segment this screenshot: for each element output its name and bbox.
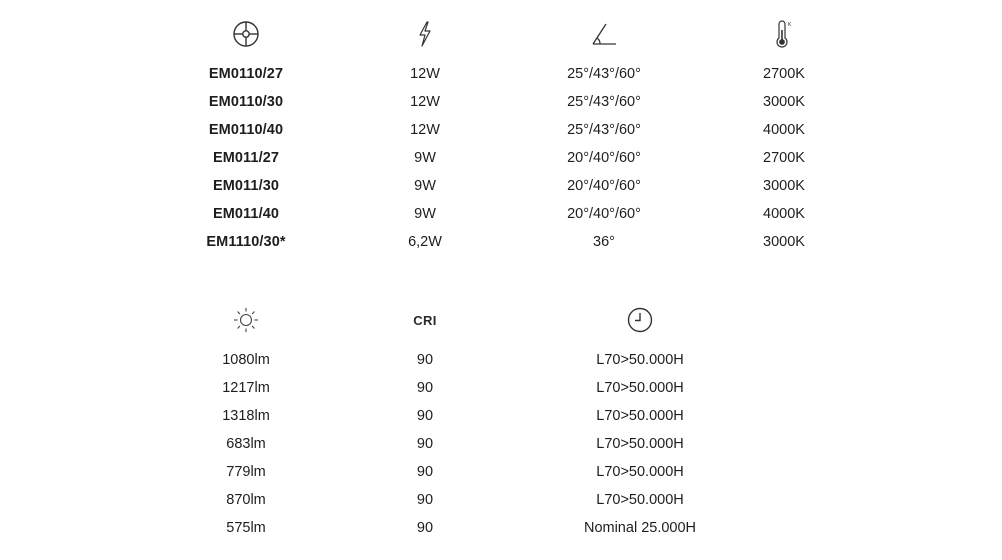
cri-value: 90: [416, 380, 434, 396]
model-code: EM011/27: [212, 150, 280, 166]
cri-value: 90: [416, 352, 434, 368]
table-row: [0, 430, 1002, 458]
spec-table-2: [0, 300, 1002, 542]
cri-value: 90: [416, 492, 434, 508]
lumen-value: 1217lm: [222, 380, 270, 396]
beam-angle-value: 25°/43°/60°: [567, 66, 641, 82]
model-code: EM0110/30: [208, 94, 284, 110]
table-row: [0, 514, 1002, 542]
lifetime-value: L70>50.000H: [596, 352, 684, 368]
lifetime-value: L70>50.000H: [596, 380, 684, 396]
color-temperature-value: 3000K: [763, 234, 805, 250]
model-code: EM011/40: [212, 206, 280, 222]
color-temperature-value: 3000K: [763, 94, 805, 110]
table-row: [0, 60, 1002, 88]
target-icon: [232, 14, 260, 54]
table-row: [0, 200, 1002, 228]
model-code: EM0110/27: [208, 66, 284, 82]
lumen-value: 1318lm: [222, 408, 270, 424]
clock-icon: [626, 300, 654, 340]
lumen-value: 1080lm: [222, 352, 270, 368]
color-temperature-value: 4000K: [763, 122, 805, 138]
cri-value: 90: [416, 408, 434, 424]
color-temperature-value: 2700K: [763, 150, 805, 166]
header-icon-row: [0, 300, 1002, 340]
table-row: [0, 346, 1002, 374]
power-value: 9W: [414, 178, 436, 194]
lumen-value: 870lm: [226, 492, 266, 508]
table-row: [0, 486, 1002, 514]
beam-angle-value: 36°: [593, 234, 615, 250]
lifetime-value: L70>50.000H: [596, 436, 684, 452]
model-code: EM011/30: [212, 178, 280, 194]
table-row: [0, 374, 1002, 402]
cri-value: 90: [416, 464, 434, 480]
beam-angle-value: 25°/43°/60°: [567, 122, 641, 138]
table-row: [0, 144, 1002, 172]
power-value: 9W: [414, 206, 436, 222]
beam-angle-value: 25°/43°/60°: [567, 94, 641, 110]
power-value: 12W: [410, 94, 440, 110]
table-row: [0, 172, 1002, 200]
power-value: 9W: [414, 150, 436, 166]
beam-angle-value: 20°/40°/60°: [567, 178, 641, 194]
beam-angle-value: 20°/40°/60°: [567, 206, 641, 222]
spec-table-1: [0, 14, 1002, 256]
power-value: 12W: [410, 122, 440, 138]
cri-value: 90: [416, 520, 434, 536]
cri-value: 90: [416, 436, 434, 452]
beam-angle-value: 20°/40°/60°: [567, 150, 641, 166]
sun-icon: [232, 300, 260, 340]
header-icon-row: [0, 14, 1002, 54]
lifetime-value: L70>50.000H: [596, 408, 684, 424]
lifetime-value: L70>50.000H: [596, 492, 684, 508]
color-temperature-value: 4000K: [763, 206, 805, 222]
lifetime-value: Nominal 25.000H: [583, 520, 697, 536]
table-row: [0, 228, 1002, 256]
bolt-icon: [417, 14, 433, 54]
power-value: 12W: [410, 66, 440, 82]
color-temperature-value: 3000K: [763, 178, 805, 194]
power-value: 6,2W: [408, 234, 442, 250]
table-row: [0, 88, 1002, 116]
lumen-value: 779lm: [226, 464, 266, 480]
svg-text:K: K: [788, 22, 792, 28]
color-temperature-value: 2700K: [763, 66, 805, 82]
model-code: EM1110/30*: [206, 234, 286, 250]
lifetime-value: L70>50.000H: [596, 464, 684, 480]
table-row: [0, 458, 1002, 486]
cri-label: [413, 300, 437, 340]
lumen-value: 575lm: [226, 520, 266, 536]
thermometer-icon: [774, 14, 794, 54]
cri-header: CRI: [413, 312, 437, 328]
table-row: [0, 116, 1002, 144]
table-row: [0, 402, 1002, 430]
beam-angle-icon: [589, 14, 619, 54]
lumen-value: 683lm: [226, 436, 266, 452]
model-code: EM0110/40: [208, 122, 284, 138]
